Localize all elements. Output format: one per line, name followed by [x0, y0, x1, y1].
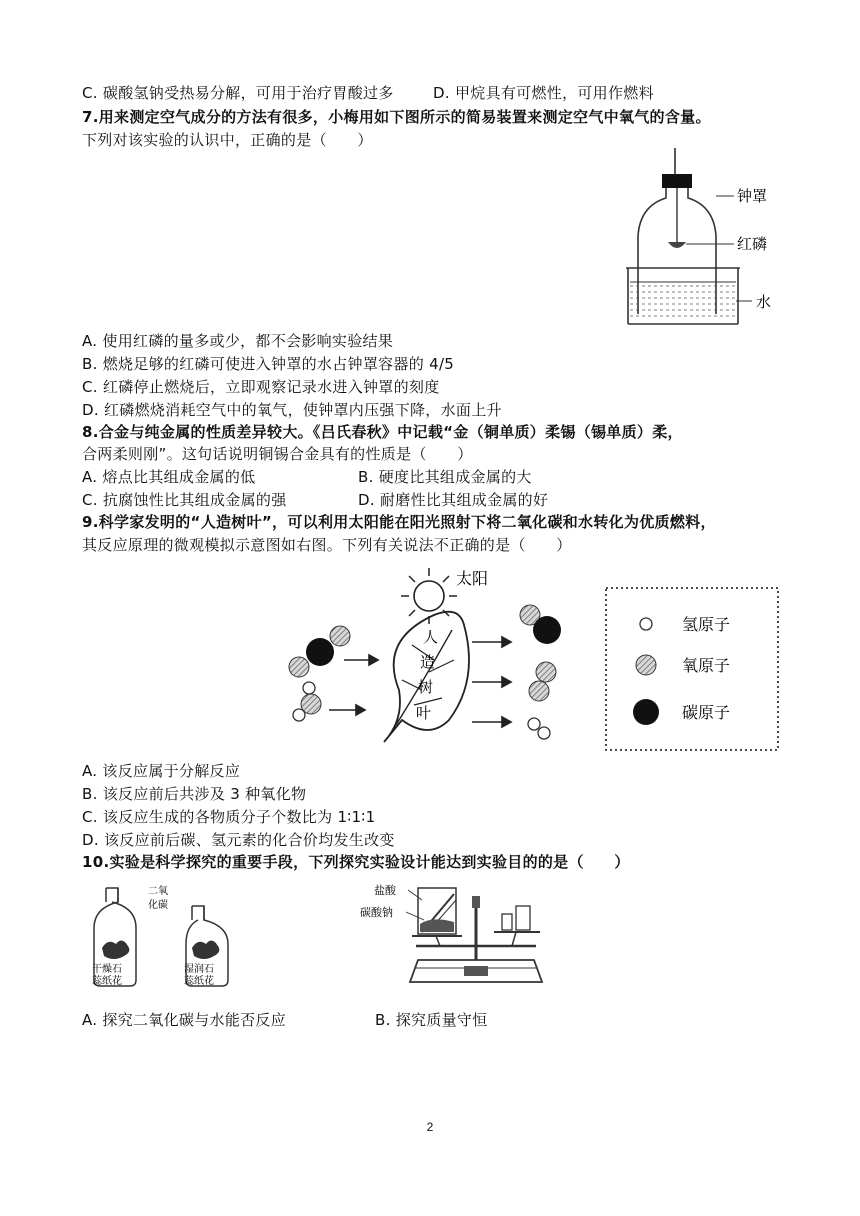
q7-option-a: A. 使用红磷的量多或少，都不会影响实验结果: [82, 332, 394, 350]
q9-option-a: A. 该反应属于分解反应: [82, 762, 241, 780]
svg-text:盐酸: 盐酸: [374, 884, 396, 897]
svg-text:湿润石: 湿润石: [184, 964, 214, 975]
svg-text:碳酸钠: 碳酸钠: [360, 906, 393, 919]
q8-stem-line-2: 合两柔则刚”。这句话说明铜锡合金具有的性质是（ ）: [82, 445, 473, 463]
q8-option-a: A. 熔点比其组成金属的低: [82, 468, 256, 486]
svg-text:二氧: 二氧: [148, 886, 168, 897]
q8-stem-line-1: 8.合金与纯金属的性质差异较大。《吕氏春秋》中记载“金（铜单质）柔锡（锡单质）柔，: [82, 423, 683, 441]
q10-figure-b-balance: [356, 880, 546, 992]
q10-option-a: A. 探究二氧化碳与水能否反应: [82, 1011, 287, 1029]
legend-hydrogen: 氢原子: [682, 615, 731, 634]
q7-option-d: D. 红磷燃烧消耗空气中的氧气，使钟罩内压强下降，水面上升: [82, 401, 502, 419]
label-red-phosphorus: 红磷: [737, 235, 768, 253]
q9-stem-line-2: 其反应原理的微观模拟示意图如右图。下列有关说法不正确的是（ ）: [82, 536, 572, 554]
q8-option-d: D. 耐磨性比其组成金属的好: [358, 491, 549, 509]
q9-option-b: B. 该反应前后共涉及 3 种氧化物: [82, 785, 307, 803]
svg-text:蕊纸花: 蕊纸花: [92, 976, 122, 987]
q6-option-d: D. 甲烷具有可燃性，可用作燃料: [433, 84, 654, 102]
svg-text:叶: 叶: [416, 704, 432, 722]
svg-text:蕊纸花: 蕊纸花: [184, 976, 214, 987]
q6-option-c: C. 碳酸氢钠受热易分解，可用于治疗胃酸过多: [82, 84, 394, 102]
page-number: 2: [426, 1120, 434, 1134]
q9-option-c: C. 该反应生成的各物质分子个数比为 1∶1∶1: [82, 808, 376, 826]
q10-option-b: B. 探究质量守恒: [375, 1011, 488, 1029]
svg-text:化碳: 化碳: [148, 900, 168, 911]
q8-option-b: B. 硬度比其组成金属的大: [358, 468, 532, 486]
q7-option-b: B. 燃烧足够的红磷可使进入钟罩的水占钟罩容器的 4/5: [82, 355, 455, 373]
label-water: 水: [756, 293, 772, 311]
svg-text:干燥石: 干燥石: [92, 964, 122, 975]
q9-option-d: D. 该反应前后碳、氢元素的化合价均发生改变: [82, 831, 395, 849]
q9-artificial-leaf-figure: [284, 560, 784, 752]
q10-figure-a-co2-bottles: [88, 880, 238, 992]
legend-oxygen: 氧原子: [682, 656, 731, 675]
q7-stem-line-1: 7.用来测定空气成分的方法有很多，小梅用如下图所示的简易装置来测定空气中氧气的含量。: [82, 108, 711, 126]
q8-option-c: C. 抗腐蚀性比其组成金属的强: [82, 491, 287, 509]
q7-option-c: C. 红磷停止燃烧后，立即观察记录水进入钟罩的刻度: [82, 378, 440, 396]
svg-text:树: 树: [418, 678, 434, 696]
label-bell-jar: 钟罩: [737, 187, 768, 205]
legend-carbon: 碳原子: [682, 703, 731, 722]
q9-stem-line-1: 9.科学家发明的“人造树叶”，可以利用太阳能在阳光照射下将二氧化碳和水转化为优质燃料，: [82, 513, 716, 531]
svg-text:人: 人: [423, 628, 439, 646]
q10-stem: 10.实验是科学探究的重要手段，下列探究实验设计能达到实验目的的是（ ）: [82, 853, 630, 871]
q7-stem-line-2: 下列对该实验的认识中，正确的是（ ）: [82, 131, 373, 149]
svg-text:造: 造: [420, 653, 436, 671]
label-sun: 太阳: [456, 569, 489, 588]
q7-bell-jar-figure: [622, 146, 782, 328]
